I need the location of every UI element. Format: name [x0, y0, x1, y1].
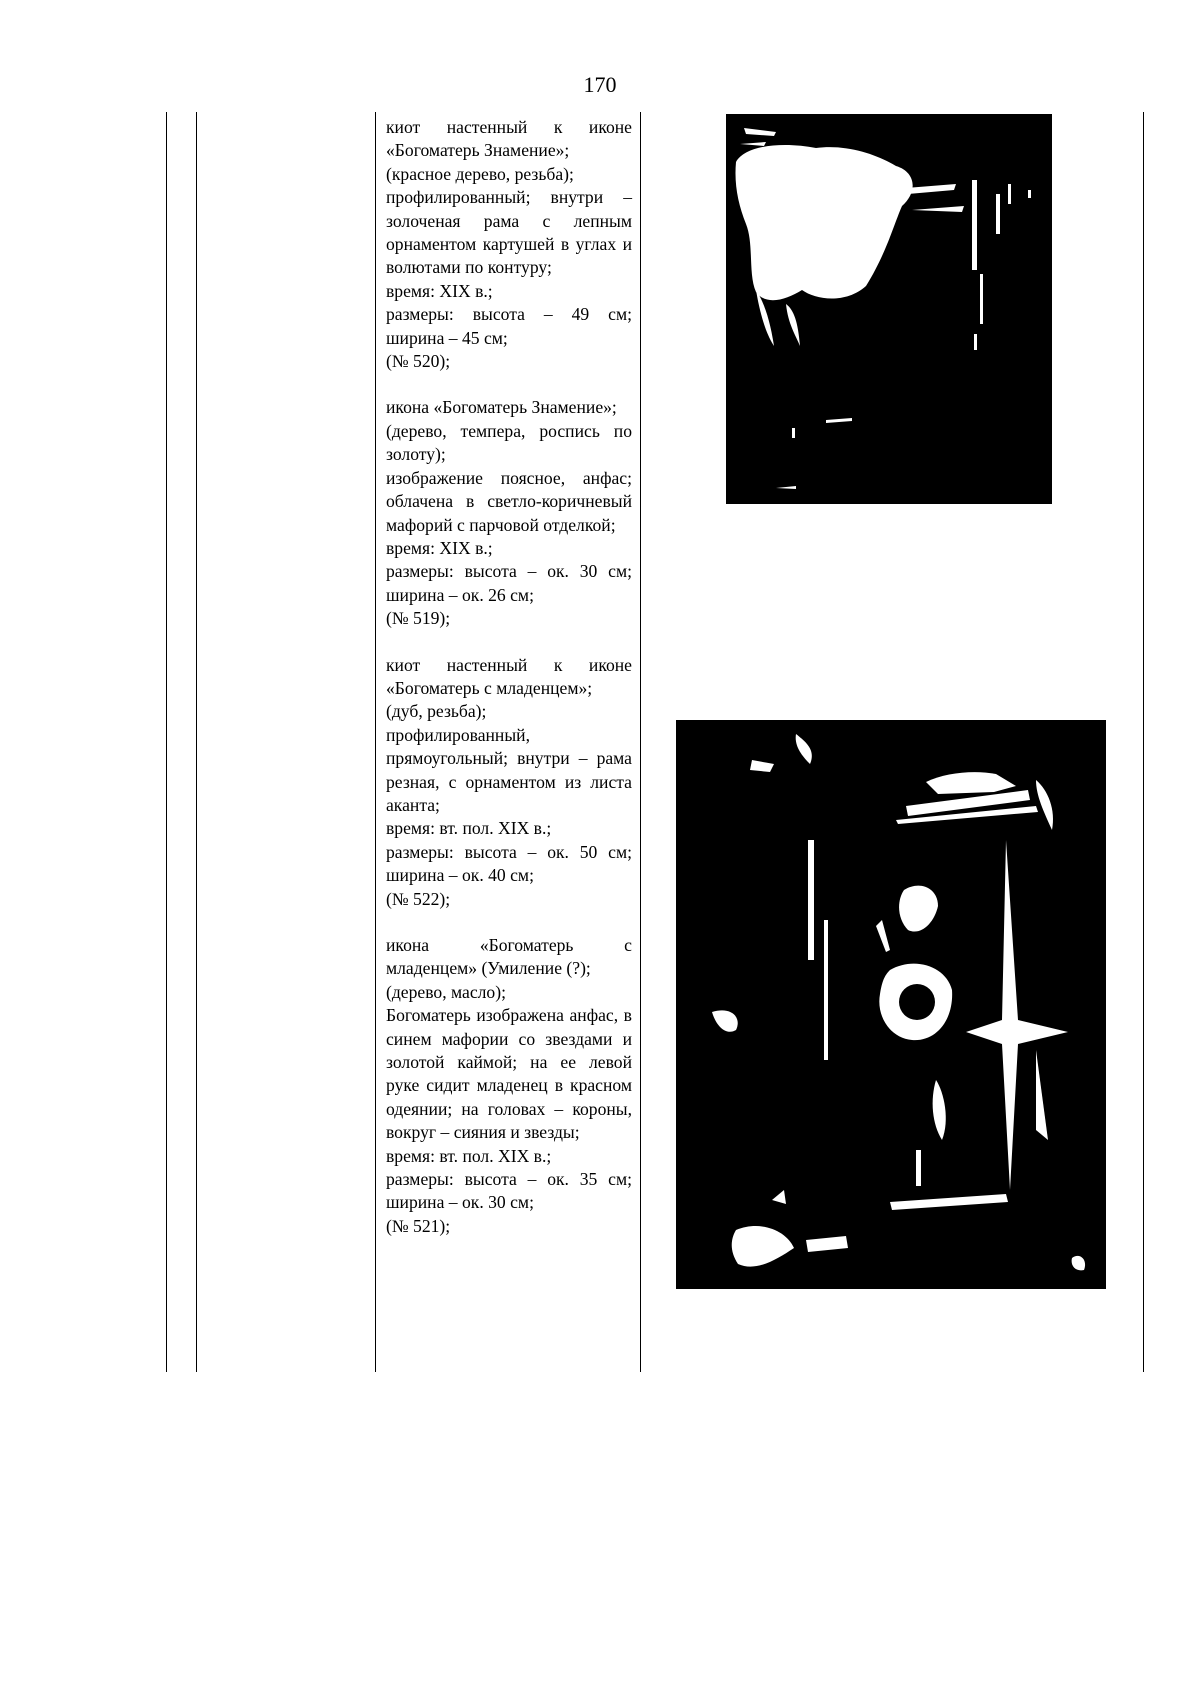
entry-line: киот настенный к иконе «Богоматерь Знамение»;: [386, 117, 632, 161]
catalog-entry: [386, 654, 632, 911]
entry-line: размеры: высота – 49 см; ширина – 45 см;: [386, 304, 632, 348]
entry-line: профилированный; внутри – золоченая рама с лепным орнаментом картушей в углах и волютами по контуру;: [386, 187, 632, 278]
entry-line: размеры: высота – ок. 35 см; ширина – ок. 30 см;: [386, 1169, 632, 1213]
photo-image: [676, 720, 1106, 1289]
catalog-entry: [386, 934, 632, 1238]
entry-line: время: вт. пол. XIX в.;: [386, 1145, 552, 1166]
entry-line: (красное дерево, резьба);: [386, 163, 574, 184]
entry-line: (№ 521);: [386, 1215, 451, 1236]
entry-line: (дуб, резьба);: [386, 701, 487, 722]
entry-line: икона «Богоматерь Знамение»;: [386, 397, 617, 418]
entry-line: профилированный, прямоугольный; внутри – рама резная, с орнаментом из листа аканта;: [386, 724, 632, 815]
icon-photo-znamenie: [726, 114, 1052, 504]
icon-photo-with-child: [676, 720, 1106, 1289]
table-rule: [166, 112, 167, 1372]
entry-line: размеры: высота – ок. 50 см; ширина – ок. 40 см;: [386, 841, 632, 886]
table-rule: [375, 112, 376, 1372]
page-number: 170: [583, 72, 617, 97]
entry-line: размеры: высота – ок. 30 см; ширина – ок. 26 см;: [386, 561, 632, 605]
entry-line: Богоматерь изображена анфас, в синем мафории со звездами и золотой каймой; на ее левой руке сидит младенец в красном одеянии; на головах – короны, вокруг – сияния и звезды;: [386, 1005, 632, 1143]
entry-line: (№ 522);: [386, 888, 451, 909]
entry-line: (№ 520);: [386, 351, 451, 372]
entry-line: время: XIX в.;: [386, 280, 493, 301]
table-rule: [640, 112, 641, 1372]
entry-line: икона «Богоматерь с младенцем» (Умиление (?);: [386, 935, 632, 979]
description-column: [386, 116, 632, 1261]
photo-image: [726, 114, 1052, 504]
entry-line: (дерево, масло);: [386, 981, 506, 1002]
table-rule: [1143, 112, 1144, 1372]
entry-line: (дерево, темпера, роспись по золоту);: [386, 420, 632, 465]
entry-line: время: вт. пол. XIX в.;: [386, 818, 552, 839]
catalog-entry: [386, 116, 632, 373]
catalog-entry: [386, 396, 632, 630]
entry-line: время: XIX в.;: [386, 537, 493, 558]
entry-line: киот настенный к иконе «Богоматерь с младенцем»;: [386, 654, 632, 698]
entry-line: изображение поясное, анфас; облачена в светло-коричневый мафорий с парчовой отделкой;: [386, 467, 632, 535]
entry-line: (№ 519);: [386, 608, 451, 629]
table-rule: [196, 112, 197, 1372]
